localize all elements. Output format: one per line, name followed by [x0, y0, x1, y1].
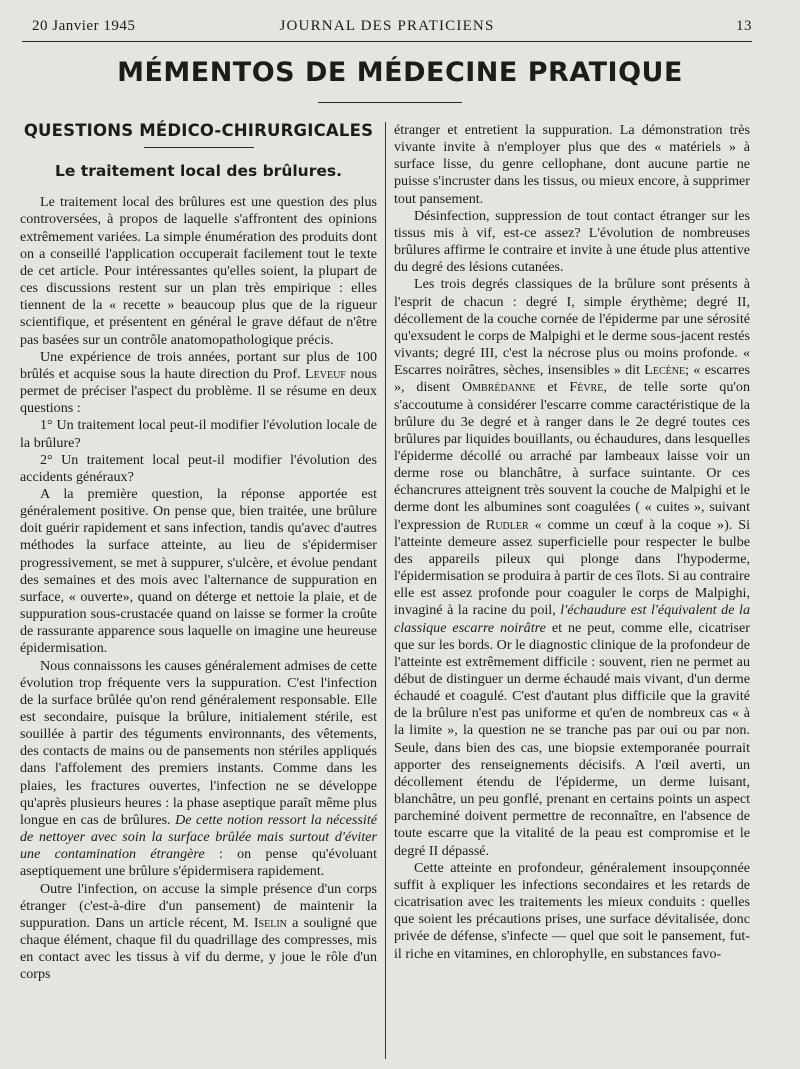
running-header: [22, 14, 752, 40]
section-title: QUESTIONS MÉDICO-CHIRURGICALES: [23, 121, 374, 140]
paragraph: 2° Un traitement local peut-il modifier l'évolution des accidents généraux?: [20, 451, 377, 485]
author-name: Leveuf: [305, 365, 346, 382]
paragraph: 1° Un traitement local peut-il modifier l'évolution locale de la brûlure?: [20, 417, 377, 451]
right-column: [394, 122, 750, 963]
title-rule: [318, 102, 462, 103]
main-title: MÉMENTOS DE MÉDECINE PRATIQUE: [117, 57, 683, 88]
author-name: Lecène: [644, 362, 686, 379]
issue-date: 20 Janvier 1945: [32, 18, 136, 34]
section-rule: [144, 147, 254, 148]
author-name: Rudler: [485, 516, 529, 533]
page-number: 13: [736, 18, 752, 34]
header-rule: [22, 41, 752, 42]
paragraph: Outre l'infection, on accuse la simple présence d'un corps étranger (c'est-à-dire d'un pansement) de maintenir la suppuration. Dans un article récent, M. Iselin a souligné que chaque élément, chaque fil du quadrillage des compresses, mis en contact avec les tissus à vif du derme, y joue le rôle d'un corps: [20, 880, 377, 983]
emphasis-text: l'échaudure est l'équivalent de la classique escarre noirâtre: [394, 602, 750, 636]
column-divider: [385, 122, 386, 1059]
author-name: Ombrédanne: [461, 379, 536, 396]
paragraph: A la première question, la réponse apportée est généralement positive. On pense que, bien traitée, une brûlure doit guérir rapidement et sans infection, tandis qu'avec d'autres méthodes la surface atteinte, au lieu de s'épidermiser progressivement, se met à suppurer, s'ulcère, et évolue pendant des semaines et des mois avec l'alternance de suppuration en surface, « ouverte», quand on déterge et nettoie la plaie, et de suppuration sous-crustacée quand on laisse se former la croûte de rassurante apparence sous laquelle on imagine une heureuse épidermisation.: [20, 485, 377, 657]
paragraph: Les trois degrés classiques de la brûlure sont présents à l'esprit de chacun : degré I, simple érythème; degré II, décollement de la couche cornée de l'épiderme par une sérosité qu'exsudent le corps de Malpighi et le derme sous-jacent restés vivants; degré III, c'est la nécrose plus ou moins profonde. « Escarres noirâtres, sèches, insensibles » dit Lecène; « escarres », disent Ombrédanne et Fèvre, de telle sorte qu'on s'accoutume à considérer l'escarre comme caractéristique de la brûlure du 3e degré et à ranger dans le 2e degré toutes ces brûlures par liquides bouillants, ou échaudures, dans lesquelles l'épiderme décollé ou arraché par lambeaux laisse voir un derme rose ou blanchâtre, à surface suintante. Or ces échancrures atteignent très souvent la couche de Malpighi et le derme dont les albumines sont coagulées ( « cuites », suivant l'expression de Rudler « comme un cœuf à la coque »). Si l'atteinte demeure assez superficielle pour respecter le bulbe des appareils pileux qui plonge dans l'hypoderme, l'épidermisation se produira à partir de ces îlots. Si au contraire elle est assez profonde pour coaguler le corps de Malpighi, invaginé à la racine du poil, l'échaudure est l'équivalent de la classique escarre noirâtre et ne peut, comme elle, cicatriser que sur les bords. Or le diagnostic clinique de la profondeur de l'atteinte est extrêmement difficile : souvent, rien ne permet au début de distinguer un derme échaudé mais vivant, d'un derme échaudé et coagulé. C'est d'autant plus difficile que la gravité de la brûlure n'est pas uniforme et qu'en de nombreux cas « à la limite », la question ne se tranche pas par oui ou par non. Seule, dans bien des cas, une biopsie extemporanée pourrait apporter des renseignements décisifs. A l'œil averti, un décollement étendu de l'épiderme, un derme luisant, blanchâtre, un peu gonflé, prenant en certains points un aspect parcheminé doivent permettre de reconnaître, en l'absence de toute escarre que la vitalité de la peau est compromise et le degré II dépassé.: [394, 276, 750, 859]
article-title: Le traitement local des brûlures.: [55, 162, 342, 181]
journal-name: JOURNAL DES PRATICIENS: [279, 18, 495, 34]
left-column: [20, 118, 377, 984]
paragraph: Cette atteinte en profondeur, généralement insoupçonnée suffit à expliquer les infections secondaires et les retards de cicatrisation avec les traitements les mieux conduits : quelles que soient les précautions prises, une surface dévitalisée, donc privée de défense, s'infecte — quel que soit le pansement, fut-il riche en vitamines, en chlorophylle, en substances favo-: [394, 859, 750, 962]
emphasis-text: De cette notion ressort la nécessité de nettoyer avec soin la surface brûlée mais surtout d'éviter une contamination étrangère: [20, 811, 377, 863]
author-name: Fèvre: [569, 379, 604, 396]
paragraph: étranger et entretient la suppuration. La démonstration très vivante invite à n'employer plus que des « matériels » à surface lisse, du genre cellophane, dont aucune partie ne puisse s'incruster dans les tissus, ou mieux encore, à supprimer tout pansement.: [394, 122, 750, 207]
author-name: Iselin: [253, 914, 287, 931]
paragraph: Le traitement local des brûlures est une question des plus controversées, à propos de laquelle s'affrontent des opinions extrêmement variées. La simple énumération des produits dont on a conseillé l'application occuperait facilement tout le texte de cet article. Pour intéressantes qu'elles soient, la plupart de ces discussions restent sur un plan très empirique : elles tiennent de la « recette » beaucoup plus que de la rigueur scientifique, et présentent en général le grave défaut de n'être pas basées sur un contrôle anatomopathologique précis.: [20, 194, 377, 348]
paragraph: Nous connaissons les causes généralement admises de cette évolution trop fréquente vers la suppuration. C'est l'infection de la surface brûlée qu'on rend généralement responsable. Elle est secondaire, puisque la brûlure, initialement stérile, est souillée à partir des téguments environnants, des vêtements, des contacts de mains ou de pansements non stériles appliqués dans l'affolement des premiers instants. Comme dans les plaies, les fractures ouvertes, l'infection ne se développe qu'après plusieurs heures : la phase aseptique paraît même plus longue en cas de brûlures. De cette notion ressort la nécessité de nettoyer avec soin la surface brûlée mais surtout d'éviter une contamination étrangère : on pense qu'évoluant aseptiquement une brûlure s'épidermisera rapidement.: [20, 657, 377, 880]
paragraph: Une expérience de trois années, portant sur plus de 100 brûlés et acquise sous la haute direction du Prof. Leveuf nous permet de préciser l'aspect du problème. Il se résume en deux questions :: [20, 348, 377, 417]
paragraph: Désinfection, suppression de tout contact étranger sur les tissus mis à vif, est-ce assez? L'évolution de nombreuses brûlures affirme le contraire et invite à une étude plus attentive du degré des lésions cutanées.: [394, 207, 750, 276]
